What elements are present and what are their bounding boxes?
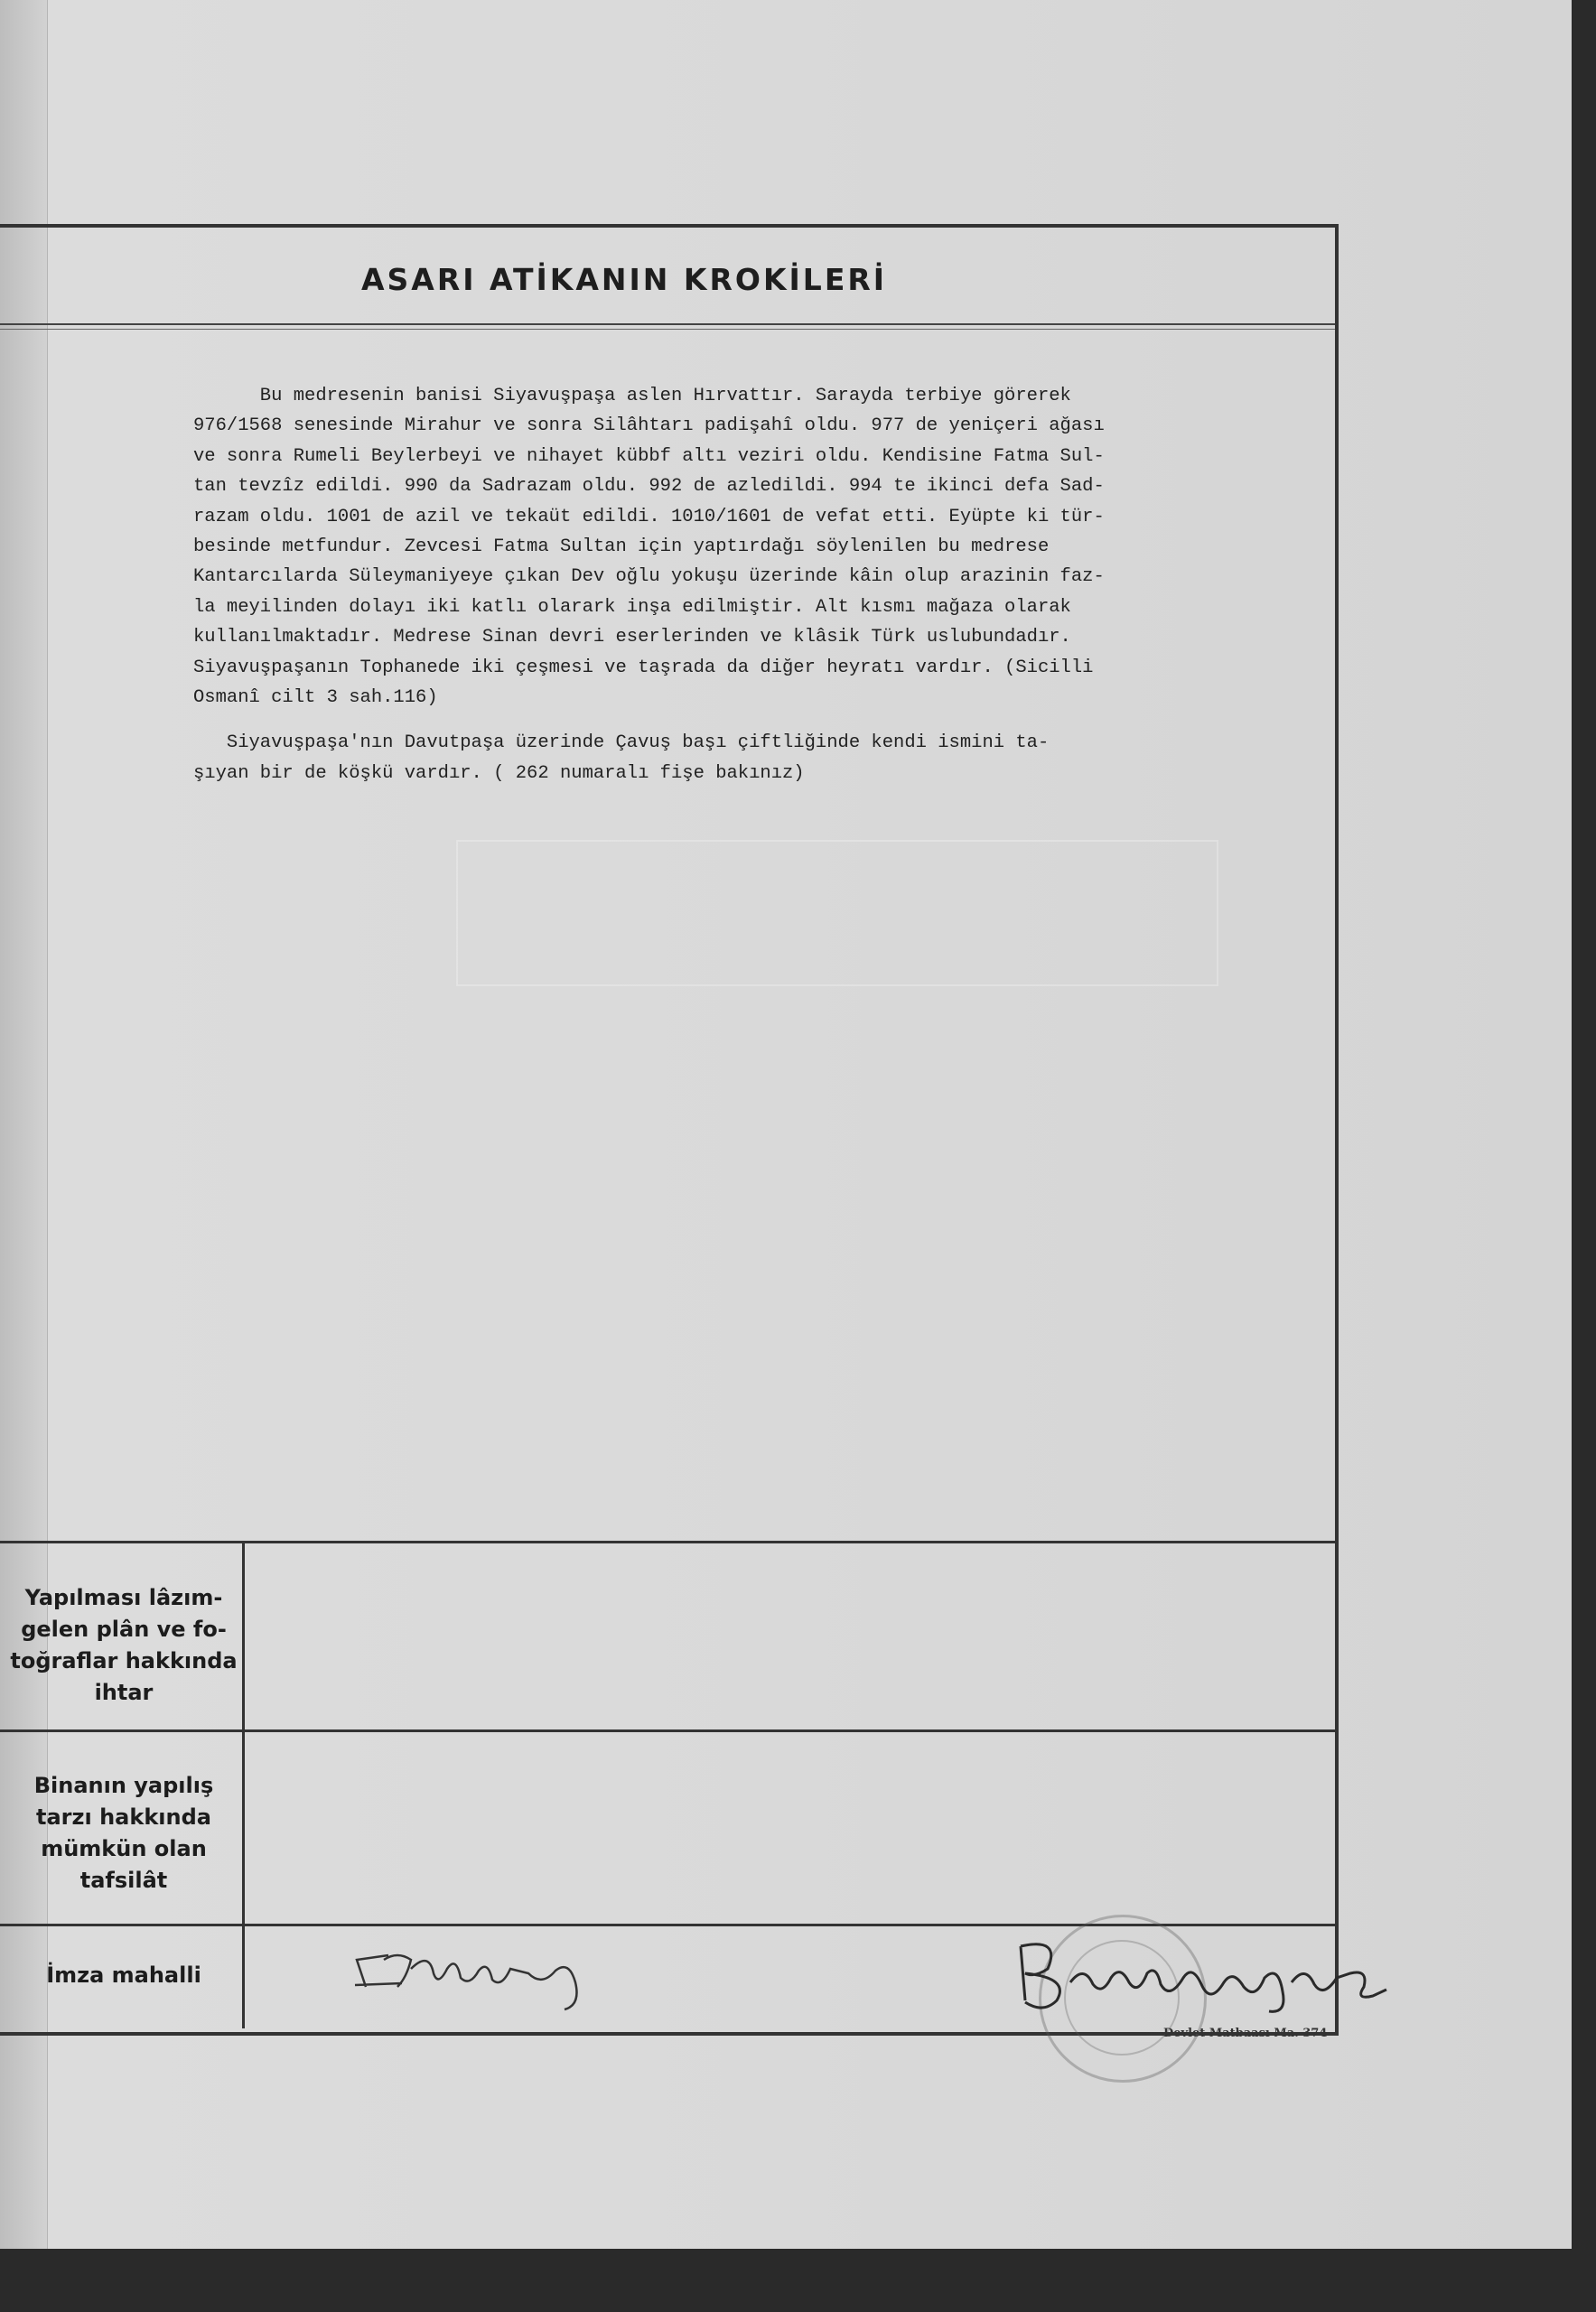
text-line: Kantarcılarda Süleymaniyeye çıkan Dev oğlu yokuşu üzerinde kâin olup arazinin faz- — [193, 566, 1105, 588]
text-line: besinde metfundur. Zevcesi Fatma Sultan için yaptırdağı söylenilen bu medrese — [193, 536, 1050, 558]
label-signature-place: İmza mahalli — [46, 1962, 201, 1988]
text-line: Siyavuşpaşanın Tophanede iki çeşmesi ve taşrada da diğer heyratı vardır. (Sicilli — [193, 657, 1094, 678]
signature-second — [1007, 1928, 1395, 2018]
table-top-rule — [0, 1541, 1337, 1543]
label-construction-details: Binanın yapılış tarzı hakkında mümkün olan tafsilât — [33, 1773, 214, 1893]
table-column-rule — [242, 1543, 245, 2028]
text-line: Osmanî cilt 3 sah.116) — [193, 687, 438, 709]
title-divider-thin — [0, 329, 1335, 330]
text-line: la meyilinden dolayı iki katlı olarark inşa edilmiştir. Alt kısmı mağaza olarak — [193, 596, 1071, 618]
printer-mark: Devlet Matbaası Ma. 374 — [1163, 2027, 1328, 2040]
label-plan-photos: Yapılması lâzım- gelen plân ve fo- toğraflar hakkında ihtar — [10, 1585, 238, 1705]
text-line: şıyan bir de köşkü vardır. ( 262 numaralı fişe bakınız) — [193, 762, 805, 784]
document-title: ASARI ATİKANIN KROKİLERİ — [361, 262, 888, 297]
text-line: 976/1568 senesinde Mirahur ve sonra Silâhtarı padişahî oldu. 977 de yeniçeri ağası — [193, 415, 1105, 437]
text-line: kullanılmaktadır. Medrese Sinan devri eserlerinden ve klâsik Türk uslubundadır. — [193, 627, 1071, 648]
text-line: ve sonra Rumeli Beylerbeyi ve nihayet kübbf altı veziri oldu. Kendisine Fatma Sul- — [193, 445, 1105, 467]
signature-karatay — [348, 1933, 619, 2014]
title-divider — [0, 323, 1335, 325]
text-line: razam oldu. 1001 de azil ve tekaüt edildi. 1010/1601 de vefat etti. Eyüpte ki tür- — [193, 506, 1105, 527]
table-row-rule — [0, 1729, 1337, 1732]
text-line: Bu medresenin banisi Siyavuşpaşa aslen Hırvattır. Sarayda terbiye görerek — [193, 386, 1071, 406]
paragraph-one — [193, 381, 1331, 713]
text-line: tan tevzîz edildi. 990 da Sadrazam oldu. 992 de azledildi. 994 te ikinci defa Sad- — [193, 476, 1105, 498]
paragraph-two — [193, 728, 1331, 788]
text-line: Siyavuşpaşa'nın Davutpaşa üzerinde Çavuş başı çiftliğinde kendi ismini ta- — [193, 732, 1050, 754]
typed-description — [193, 381, 1331, 788]
